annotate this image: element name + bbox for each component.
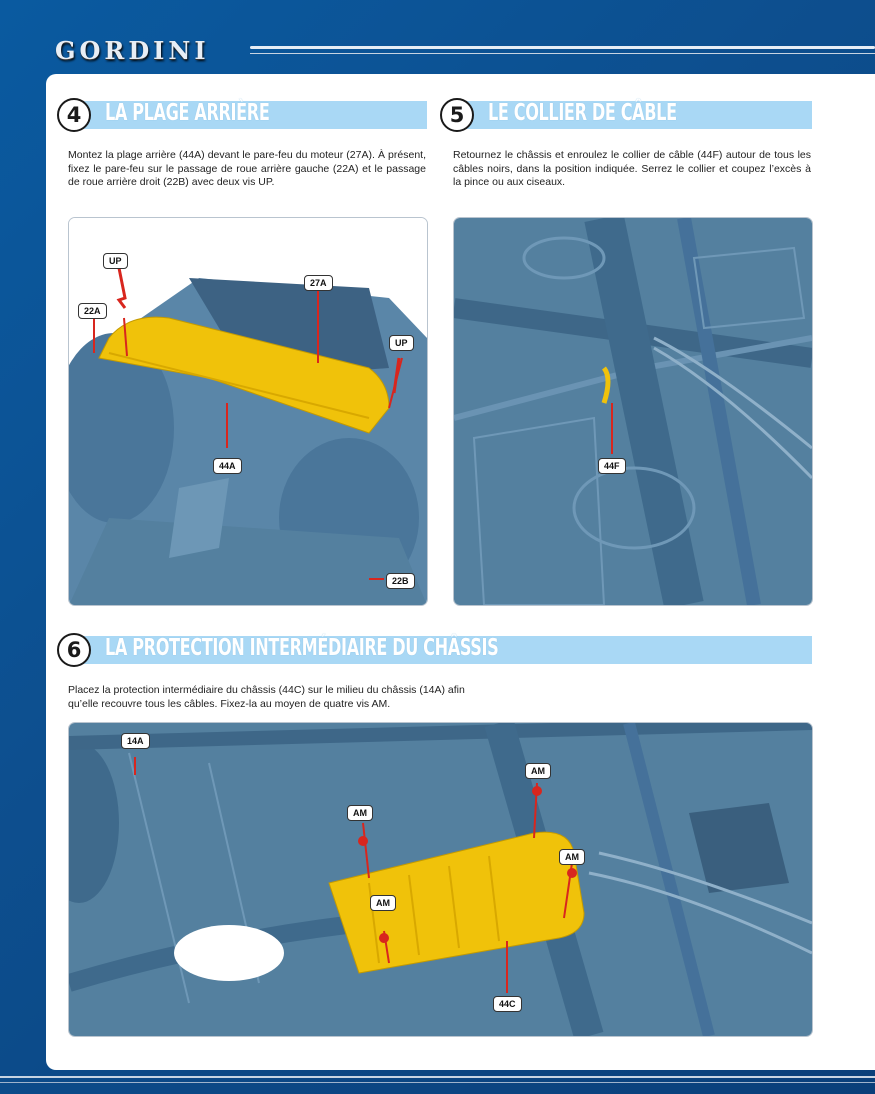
- cable-tie-illustration: [454, 218, 812, 605]
- part-label-22a: 22A: [78, 303, 107, 319]
- part-label-am: AM: [525, 763, 551, 779]
- step-title: LE COLLIER DE CÂBLE: [488, 100, 677, 126]
- header-rule: [250, 46, 875, 49]
- step-4-instructions: Montez la plage arrière (44A) devant le pare-feu du moteur (27A). À présent, fixez le pare-feu sur le passage de roue arrière gauche (22A) et le passage de roue arrière droit (22B) avec deux vis UP.: [68, 149, 426, 188]
- step-number: 4: [57, 98, 91, 132]
- step-number: 5: [440, 98, 474, 132]
- step-6-illustration: [68, 722, 813, 1037]
- part-label-44a: 44A: [213, 458, 242, 474]
- header: [0, 0, 875, 76]
- step-6-instructions: Placez la protection intermédiaire du châssis (44C) sur le milieu du châssis (14A) afin qu’elle recouvre tous les câbles. Fixez-la au moyen de quatre vis AM.: [68, 684, 465, 710]
- part-label-am: AM: [370, 895, 396, 911]
- chassis-protection-illustration: [69, 723, 812, 1036]
- footer-rule-thin: [0, 1082, 875, 1083]
- step-number: 6: [57, 633, 91, 667]
- part-label-44c: 44C: [493, 996, 522, 1012]
- step-6-header: [57, 633, 812, 667]
- step-5-header: [440, 98, 812, 132]
- part-label-up: UP: [389, 335, 414, 351]
- part-label-22b: 22B: [386, 573, 415, 589]
- step-5-illustration: [453, 217, 813, 606]
- step-title: LA PLAGE ARRIÈRE: [105, 100, 270, 126]
- part-label-27a: 27A: [304, 275, 333, 291]
- step-4-illustration: [68, 217, 428, 606]
- step-5-instructions: Retournez le châssis et enroulez le collier de câble (44F) autour de tous les câbles noirs, dans la position indiquée. Serrez le collier et coupez l’excès à la pince ou aux ciseaux.: [453, 149, 811, 188]
- step-title: LA PROTECTION INTERMÉDIAIRE DU CHÂSSIS: [105, 635, 499, 661]
- brand-logo: GORDINI: [55, 36, 210, 65]
- rear-shelf-illustration: [69, 218, 427, 605]
- step-4-header: [57, 98, 427, 132]
- footer-rule: [0, 1076, 875, 1078]
- part-label-14a: 14A: [121, 733, 150, 749]
- part-label-am: AM: [347, 805, 373, 821]
- part-label-am: AM: [559, 849, 585, 865]
- part-label-44f: 44F: [598, 458, 626, 474]
- header-rule-thin: [250, 53, 875, 54]
- part-label-up: UP: [103, 253, 128, 269]
